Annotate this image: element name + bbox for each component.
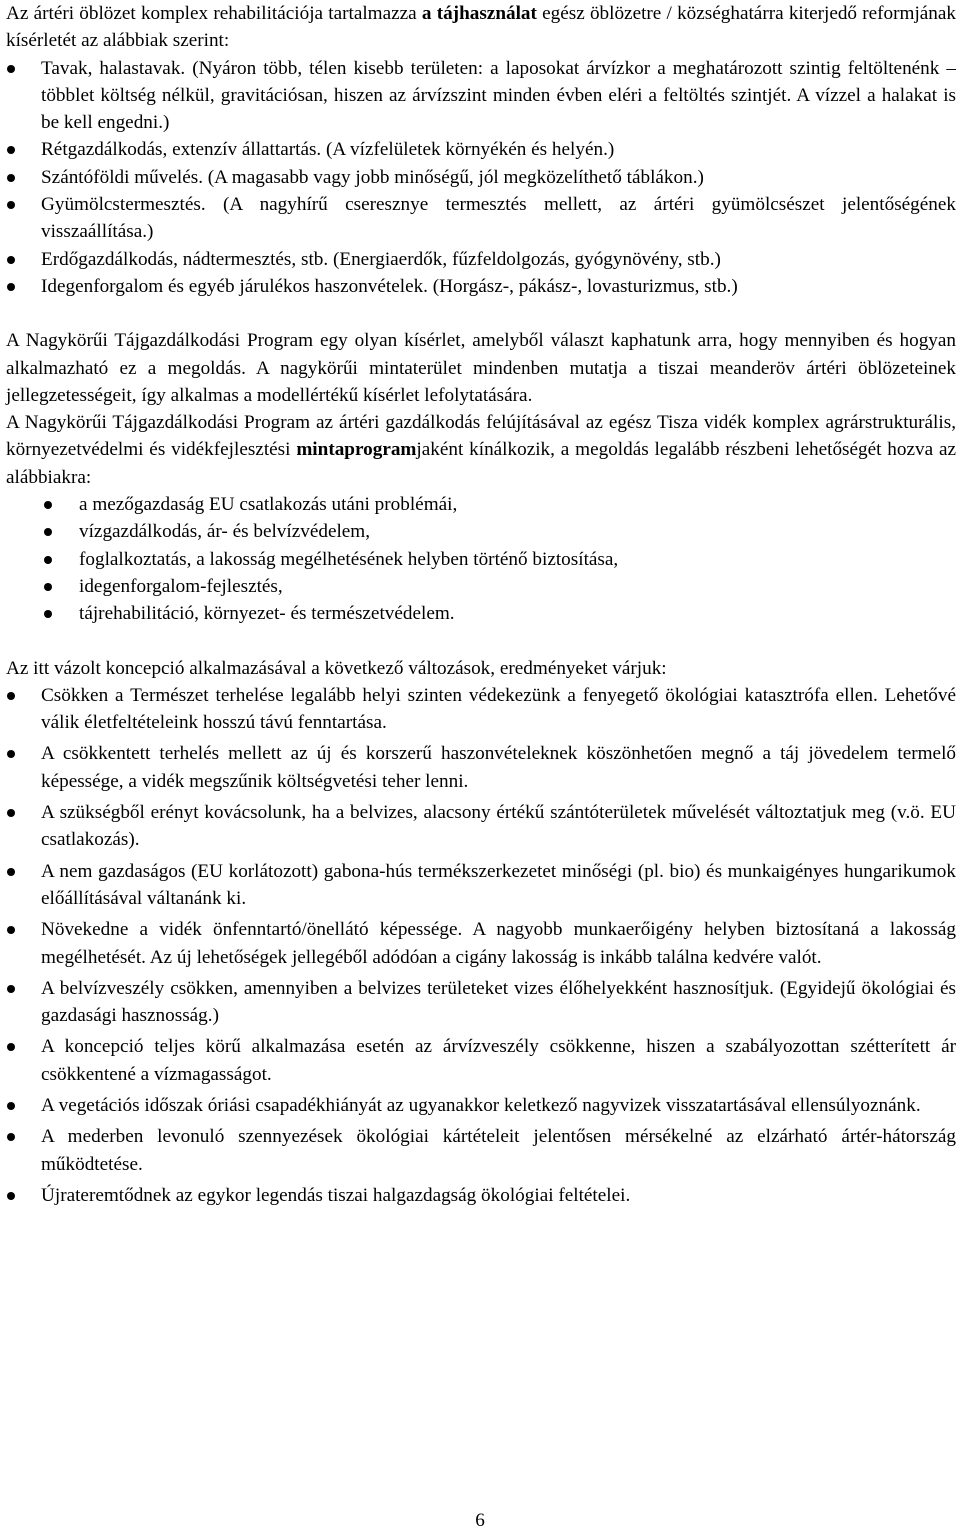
document-page (6, 0, 956, 1209)
list-item: Idegenforgalom és egyéb járulékos haszonvételek. (Horgász-, pákász-, lovasturizmus, stb.) (6, 273, 956, 300)
list-item: A nem gazdaságos (EU korlátozott) gabona-hús termékszerkezetet minőségi (pl. bio) és munkaigényes hungarikumok előállításával váltanánk ki. (6, 858, 956, 913)
list-item: foglalkoztatás, a lakosság megélhetésének helyben történő biztosítása, (6, 546, 956, 573)
list-item: Növekedne a vidék önfenntartó/önellátó képessége. A nagyobb munkaerőigény helyben biztosítaná a lakosság megélhetését. Az új lehetőségek jellegéből adódóan a cigány lakosság is inkább találna kedvére valót. (6, 916, 956, 971)
list-item: vízgazdálkodás, ár- és belvízvédelem, (6, 518, 956, 545)
results-list (6, 682, 956, 1209)
landuse-list (6, 55, 956, 301)
list-item: Szántóföldi művelés. (A magasabb vagy jobb minőségű, jól megközelíthető táblákon.) (6, 164, 956, 191)
page-number: 6 (475, 1510, 485, 1531)
list-item: idegenforgalom-fejlesztés, (6, 573, 956, 600)
list-item: A mederben levonuló szennyezések ökológiai kártételeit jelentősen mérsékelné az elzárható ártér-hátország működtetése. (6, 1123, 956, 1178)
offer-paragraph: A Nagykörűi Tájgazdálkodási Program az ártéri gazdálkodás felújításával az egész Tisza vidék komplex agrárstrukturális, környezetvédelmi és vidékfejlesztési mintaprogramjaként kínálkozik, a megoldás legalább részbeni lehetőségét hozva az alábbiakra: (6, 412, 957, 488)
list-item: Gyümölcstermesztés. (A nagyhírű cseresznye termesztés mellett, az ártéri gyümölcsészet jelentőségének visszaállítása.) (6, 191, 956, 246)
list-item: Tavak, halastavak. (Nyáron több, télen kisebb területen: a laposokat árvízkor a meghatározott szintig feltöltenénk – többlet költség nélkül, gravitációsan, hiszen az árvízszint minden évben eléri a feltöltés szintjét. A vízzel a halakat is be kell engedni.) (6, 55, 956, 137)
intro-bold-term: a tájhasználat (421, 3, 537, 24)
program-paragraph: A Nagykörűi Tájgazdálkodási Program egy olyan kísérlet, amelyből választ kaphatunk arra, hogy mennyiben és hogyan alkalmazható ez a megoldás. A nagykörűi mintaterület mindenben mutatja a tiszai meanderöv ártéri öblözeteinek jellegzetességeit, így alkalmas a modellértékű kísérlet lefolytatására. (6, 330, 956, 406)
list-item: Újrateremtődnek az egykor legendás tiszai halgazdagság ökológiai feltételei. (6, 1182, 956, 1209)
expect-paragraph: Az itt vázolt koncepció alkalmazásával a következő változások, eredményeket várjuk: (6, 657, 667, 679)
offer-bold-term: mintaprogram (296, 439, 417, 461)
spacer (6, 628, 956, 655)
list-item: tájrehabilitáció, környezet- és természetvédelem. (6, 600, 956, 627)
spacer (6, 300, 956, 327)
list-item: A belvízveszély csökken, amennyiben a belvizes területeket vizes élőhelyekként hasznosítjuk. (Egyidejű ökológiai és gazdasági hasznosság.) (6, 975, 956, 1030)
list-item: Rétgazdálkodás, extenzív állattartás. (A vízfelületek környékén és helyén.) (6, 136, 956, 163)
list-item: A vegetációs időszak óriási csapadékhiányát az ugyanakkor keletkező nagyvizek visszatartásával ellensúlyoznánk. (6, 1092, 956, 1119)
list-item: A koncepció teljes körű alkalmazása esetén az árvízveszély csökkenne, hiszen a szabályozottan szétterített ár csökkentené a vízmagasságot. (6, 1033, 956, 1088)
offer-list (6, 491, 956, 627)
list-item: A csökkentett terhelés mellett az új és korszerű haszonvételeknek köszönhetően megnő a táj jövedelem termelő képessége, a vidék megszűnik költségvetési teher lenni. (6, 740, 956, 795)
intro-paragraph: Az ártéri öblözet komplex rehabilitációja tartalmazza a tájhasználat egész öblözetre / községhatárra kiterjedő reformjának kísérletét az alábbiak szerint: (6, 3, 956, 52)
list-item: Erdőgazdálkodás, nádtermesztés, stb. (Energiaerdők, fűzfeldolgozás, gyógynövény, stb.) (6, 246, 956, 273)
list-item: Csökken a Természet terhelése legalább helyi szinten védekezünk a fenyegető ökológiai katasztrófa ellen. Lehetővé válik életfeltételeink hosszú távú fenntartása. (6, 682, 956, 737)
list-item: a mezőgazdaság EU csatlakozás utáni problémái, (6, 491, 956, 518)
list-item: A szükségből erényt kovácsolunk, ha a belvizes, alacsony értékű szántóterületek művelését változtatjuk meg (v.ö. EU csatlakozás). (6, 799, 956, 854)
